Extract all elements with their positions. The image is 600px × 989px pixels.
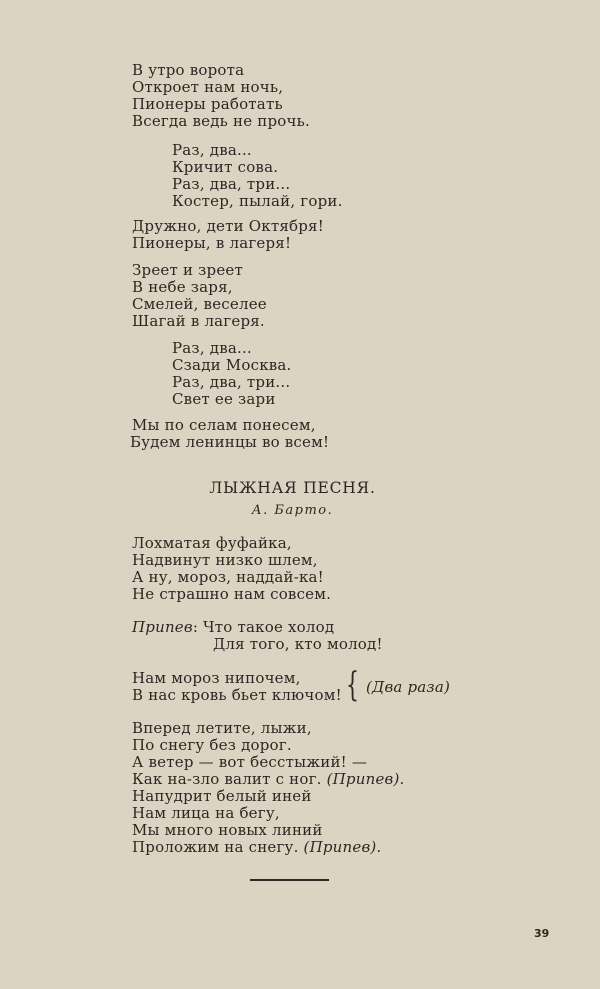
poem-line: А ветер — вот бесстыжий! —: [132, 753, 368, 771]
poem-line: Будем ленинцы во всем!: [130, 433, 330, 451]
poem-line: Смелей, веселее: [132, 295, 267, 313]
poem-line: Нам мороз нипочем,: [132, 669, 301, 687]
poem-line: Откроет нам ночь,: [132, 78, 284, 96]
repeat-note: (Два раза): [366, 678, 451, 696]
poem-line: [132, 771, 404, 788]
chorus-heading: [132, 619, 198, 636]
poem-line: По снегу без дорог.: [132, 736, 292, 754]
poem-line: Свет ее зари: [172, 390, 276, 408]
poem-line: Надвинут низко шлем,: [132, 551, 318, 569]
poem-line: Раз, два...: [172, 141, 252, 159]
divider-rule: [250, 879, 329, 881]
poem-line: В утро ворота: [132, 61, 245, 79]
chorus-reference: (Припев).: [303, 838, 382, 856]
poem-line: Вперед летите, лыжи,: [132, 719, 312, 737]
poem-line: В небе заря,: [132, 278, 233, 296]
song-title: ЛЫЖНАЯ ПЕСНЯ.: [209, 479, 376, 497]
poem-line: Пионеры работать: [132, 95, 283, 113]
chorus-colon: :: [192, 618, 199, 636]
poem-line: [132, 839, 381, 856]
poem-line-text: Проложим на снегу.: [132, 838, 299, 856]
poem-line: Нам лица на бегу,: [132, 804, 280, 822]
chorus-label: Припев: [132, 618, 193, 636]
poem-line: В нас кровь бьет ключом!: [132, 686, 342, 704]
poem-line: Мы по селам понесем,: [132, 416, 316, 434]
poem-line: Раз, два...: [172, 339, 252, 357]
poem-line: Для того, кто молод!: [213, 635, 383, 653]
poem-line: Шагай в лагеря.: [132, 312, 265, 330]
poem-line: Мы много новых линий: [132, 821, 323, 839]
brace-mark: {: [346, 665, 359, 705]
poem-line: Напудрит белый иней: [132, 787, 312, 805]
poem-line: Пионеры, в лагеря!: [132, 234, 292, 252]
poem-line: Раз, два, три...: [172, 373, 291, 391]
song-author: А. Барто.: [251, 503, 334, 518]
poem-line: Раз, два, три...: [172, 175, 291, 193]
poem-line-text: Как на-зло валит с ног.: [132, 770, 322, 788]
poem-line: Кричит сова.: [172, 158, 279, 176]
poem-line: Зреет и зреет: [132, 261, 243, 279]
poem-line: Не страшно нам совсем.: [132, 585, 332, 603]
poem-line: Лохматая фуфайка,: [132, 534, 292, 552]
page-number: 39: [534, 927, 550, 940]
poem-line: Сзади Москва.: [172, 356, 292, 374]
poem-line: Всегда ведь не прочь.: [132, 112, 310, 130]
poem-line: Что такое холод: [203, 618, 335, 636]
chorus-reference: (Припев).: [326, 770, 405, 788]
poem-line: Костер, пылай, гори.: [172, 192, 343, 210]
poem-line: Дружно, дети Октября!: [132, 217, 324, 235]
poem-line: А ну, мороз, наддай-ка!: [132, 568, 324, 586]
